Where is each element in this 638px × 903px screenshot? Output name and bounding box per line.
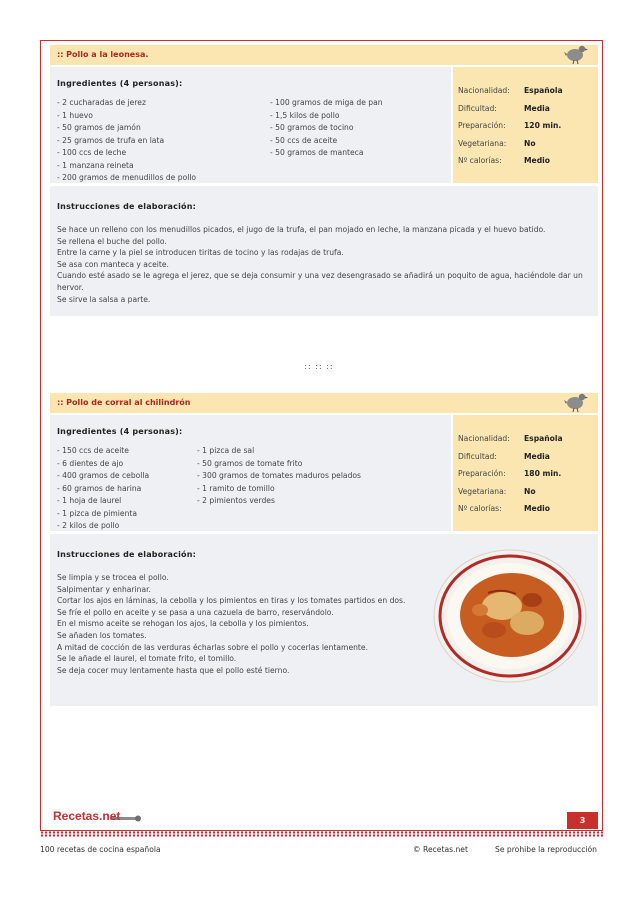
footer-copyright: © Recetas.net xyxy=(413,845,468,854)
ingredient-item: - 1,5 kilos de pollo xyxy=(270,110,340,120)
info-label: Vegetariana: xyxy=(458,138,507,148)
ingredient-item: - 25 gramos de trufa en lata xyxy=(57,135,165,145)
footer-dotted-rule xyxy=(40,831,603,837)
info-label: Nº calorías: xyxy=(458,504,502,513)
ingredient-item: - 1 pizca de pimienta xyxy=(57,508,138,518)
instruction-line: En el mismo aceite se rehogan los ajos, la cebolla y los pimientos. xyxy=(57,619,309,629)
info-label: Nacionalidad: xyxy=(458,434,510,443)
dish-photo xyxy=(432,548,588,684)
ingredient-item: - 50 gramos de tomate frito xyxy=(197,458,303,468)
instruction-line: Se limpia y se trocea el pollo. xyxy=(57,573,169,582)
ingredient-item: - 60 gramos de harina xyxy=(57,483,142,493)
recipe-1-info xyxy=(453,67,598,183)
info-label: Nº calorías: xyxy=(458,156,502,165)
instruction-line: Se sirve la salsa a parte. xyxy=(57,294,151,304)
info-value: Media xyxy=(524,103,550,113)
recipe-separator: :: :: :: xyxy=(304,362,334,371)
info-value: No xyxy=(524,138,536,148)
instruction-line: A mitad de cocción de las verduras écharlas sobre el pollo y cocerlas lentamente. xyxy=(57,642,368,652)
ingredient-item: - 50 ccs de aceite xyxy=(270,135,338,145)
ingredient-item: - 1 manzana reineta xyxy=(57,160,134,170)
page-number: 3 xyxy=(567,812,598,829)
ingredient-item: - 50 gramos de jamón xyxy=(57,123,141,132)
instruction-line: Se rellena el buche del pollo. xyxy=(57,236,167,246)
ingredient-item: - 1 hoja de laurel xyxy=(57,496,122,505)
ingredient-item: - 2 kilos de pollo xyxy=(57,521,120,530)
ingredient-item: - 50 gramos de tocino xyxy=(270,123,354,132)
recipe-1-ingredients xyxy=(50,67,451,183)
info-label: Preparación: xyxy=(458,121,506,130)
ingredient-item: - 1 huevo xyxy=(57,110,93,120)
ingredients-heading: Ingredientes (4 personas): xyxy=(57,79,183,88)
instruction-line: Se hace un relleno con los menudillos picados, el jugo de la trufa, el pan mojado en leche, la manzana picada y el huevo batido. xyxy=(57,225,546,234)
instructions-heading: Instrucciones de elaboración: xyxy=(57,202,197,211)
instruction-line: Se le añade el laurel, el tomate frito, el tomillo. xyxy=(57,654,237,664)
info-value: Española xyxy=(524,86,563,95)
ingredient-item: - 300 gramos de tomates maduros pelados xyxy=(197,471,362,480)
partridge-icon xyxy=(564,391,588,413)
ingredient-item: - 6 dientes de ajo xyxy=(57,458,124,468)
info-value: 120 min. xyxy=(524,121,562,130)
recipe-2-info xyxy=(453,415,598,531)
footer-notice: Se prohibe la reproducción xyxy=(495,845,597,854)
instruction-line: Se asa con manteca y aceite. xyxy=(57,259,169,269)
footer-book-title: 100 recetas de cocina española xyxy=(40,845,161,854)
instruction-line: Se fríe el pollo en aceite y se pasa a una cazuela de barro, reservándolo. xyxy=(57,607,334,617)
info-label: Dificultad: xyxy=(458,103,497,113)
recipe-1-instructions xyxy=(50,186,598,316)
ingredient-item: - 200 gramos de menudillos de pollo xyxy=(57,173,197,182)
info-label: Nacionalidad: xyxy=(458,86,510,95)
recetas-logo xyxy=(52,805,142,827)
ingredients-heading: Ingredientes (4 personas): xyxy=(57,427,183,436)
info-value: No xyxy=(524,486,536,496)
ingredient-item: - 100 gramos de miga de pan xyxy=(270,98,383,107)
partridge-icon xyxy=(564,43,588,65)
instruction-line: Se añaden los tomates. xyxy=(57,630,147,640)
info-value: Medio xyxy=(524,156,550,165)
info-label: Preparación: xyxy=(458,469,506,478)
info-label: Vegetariana: xyxy=(458,486,507,496)
ingredient-item: - 1 pizca de sal xyxy=(197,446,255,455)
ingredient-item: - 2 cucharadas de jerez xyxy=(57,98,146,107)
instruction-line: Se deja cocer muy lentamente hasta que el pollo esté tierno. xyxy=(57,665,290,675)
instruction-line: Cortar los ajos en láminas, la cebolla y los pimientos en tiras y los tomates partidos en dos. xyxy=(57,596,406,606)
ingredient-item: - 1 ramito de tomillo xyxy=(197,483,275,493)
info-label: Dificultad: xyxy=(458,451,497,461)
info-value: 180 min. xyxy=(524,469,562,478)
recipe-1-header xyxy=(50,45,598,65)
ingredient-item: - 50 gramos de manteca xyxy=(270,148,364,157)
instructions-heading: Instrucciones de elaboración: xyxy=(57,550,197,559)
recipe-2-title: :: Pollo de corral al chilindrón xyxy=(57,398,191,407)
ingredient-item: - 400 gramos de cebolla xyxy=(57,471,150,480)
ingredient-item: - 2 pimientos verdes xyxy=(197,496,275,505)
ingredient-item: - 150 ccs de aceite xyxy=(57,446,129,455)
recipe-1-title: :: Pollo a la leonesa. xyxy=(57,50,149,59)
instruction-line: Cuando esté asado se le agrega el jerez, que se deja consumir y una vez desengrasado se añadirá un poquito de agua, haciéndole dar un hervor. xyxy=(57,271,583,292)
svg-text:Recetas.net: Recetas.net xyxy=(53,809,121,823)
instruction-line: Entre la carne y la piel se introducen tiritas de tocino y las rodajas de trufa. xyxy=(57,248,344,258)
info-value: Media xyxy=(524,451,550,461)
instruction-line: Salpimentar y enharinar. xyxy=(57,584,151,594)
info-value: Medio xyxy=(524,504,550,513)
info-value: Española xyxy=(524,434,563,443)
ingredient-item: - 100 ccs de leche xyxy=(57,148,127,157)
recipe-2-header xyxy=(50,393,598,413)
recipe-2-ingredients xyxy=(50,415,451,531)
